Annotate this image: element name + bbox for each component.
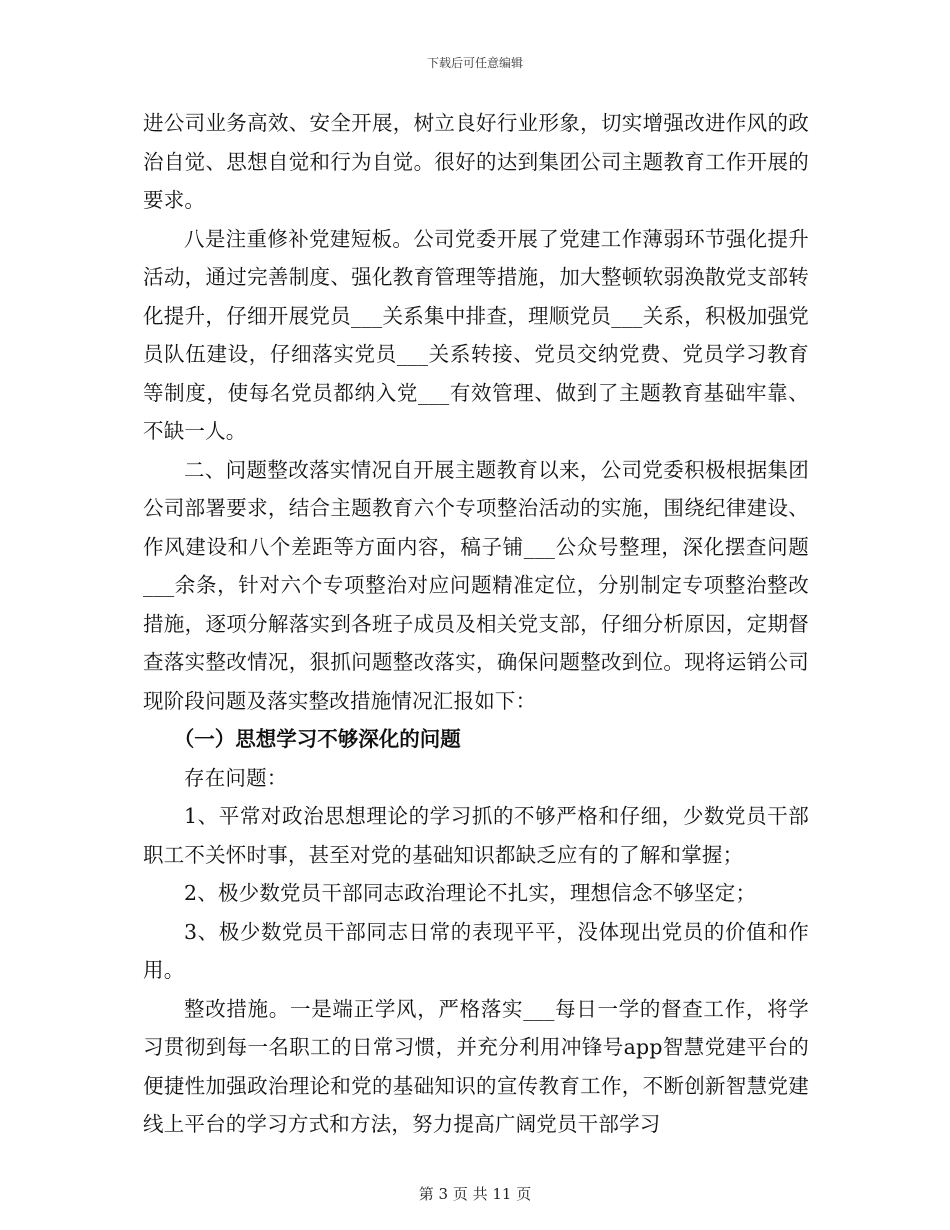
page-footer: 第 3 页 共 11 页 [418, 1185, 532, 1203]
problem-item-2: 2、极少数党员干部同志政治理论不扎实，理想信念不够坚定； [184, 881, 757, 905]
paragraph-measures: 整改措施。一是端正学风，严格落实___每日一学的督查工作，将学习贯彻到每一名职工的日常习惯，并充分利用冲锋号app智慧党建平台的便捷性加强政治理论和党的基础知识的宣传教育工作，不断创新智慧党建线上平台的学习方式和方法，努力提高广阔党员干部学习 [143, 996, 809, 1136]
page-header: 下载后可任意编辑 [426, 56, 523, 70]
existing-problems-label: 存在问题： [184, 765, 288, 790]
document-body [143, 104, 809, 1144]
problem-item-1: 1、平常对政治思想理论的学习抓的不够严格和仔细，少数党员干部职工不关怀时事，甚至对党的基础知识都缺乏应有的了解和掌握； [143, 804, 809, 867]
problem-item-3: 3、极少数党员干部同志日常的表现平平，没体现出党员的价值和作用。 [143, 919, 809, 982]
paragraph-continuation: 进公司业务高效、安全开展，树立良好行业形象，切实增强改进作风的政治自觉、思想自觉和行为自觉。很好的达到集团公司主题教育工作开展的要求。 [143, 111, 809, 212]
paragraph-party-building: 八是注重修补党建短板。公司党委开展了党建工作薄弱环节强化提升活动，通过完善制度、强化教育管理等措施，加大整顿软弱涣散党支部转化提升，仔细开展党员___关系集中排查，理顺党员___关系，积极加强党员队伍建设，仔细落实党员___关系转接、党员交纳党费、党员学习教育等制度，使每名党员都纳入党___有效管理、做到了主题教育基础牢靠、不缺一人。 [143, 226, 809, 443]
section-heading: （一）思想学习不够深化的问题 [173, 727, 461, 751]
paragraph-rectification-overview: 二、问题整改落实情况自开展主题教育以来，公司党委积极根据集团公司部署要求，结合主题教育六个专项整治活动的实施，围绕纪律建设、作风建设和八个差距等方面内容，稿子铺___公众号整理，深化摆查问题___余条，针对六个专项整治对应问题精准定位，分别制定专项整治整改措施，逐项分解落实到各班子成员及相关党支部，仔细分析原因，定期督查落实整改情况，狠抓问题整改落实，确保问题整改到位。现将运销公司现阶段问题及落实整改措施情况汇报如下： [143, 457, 809, 713]
